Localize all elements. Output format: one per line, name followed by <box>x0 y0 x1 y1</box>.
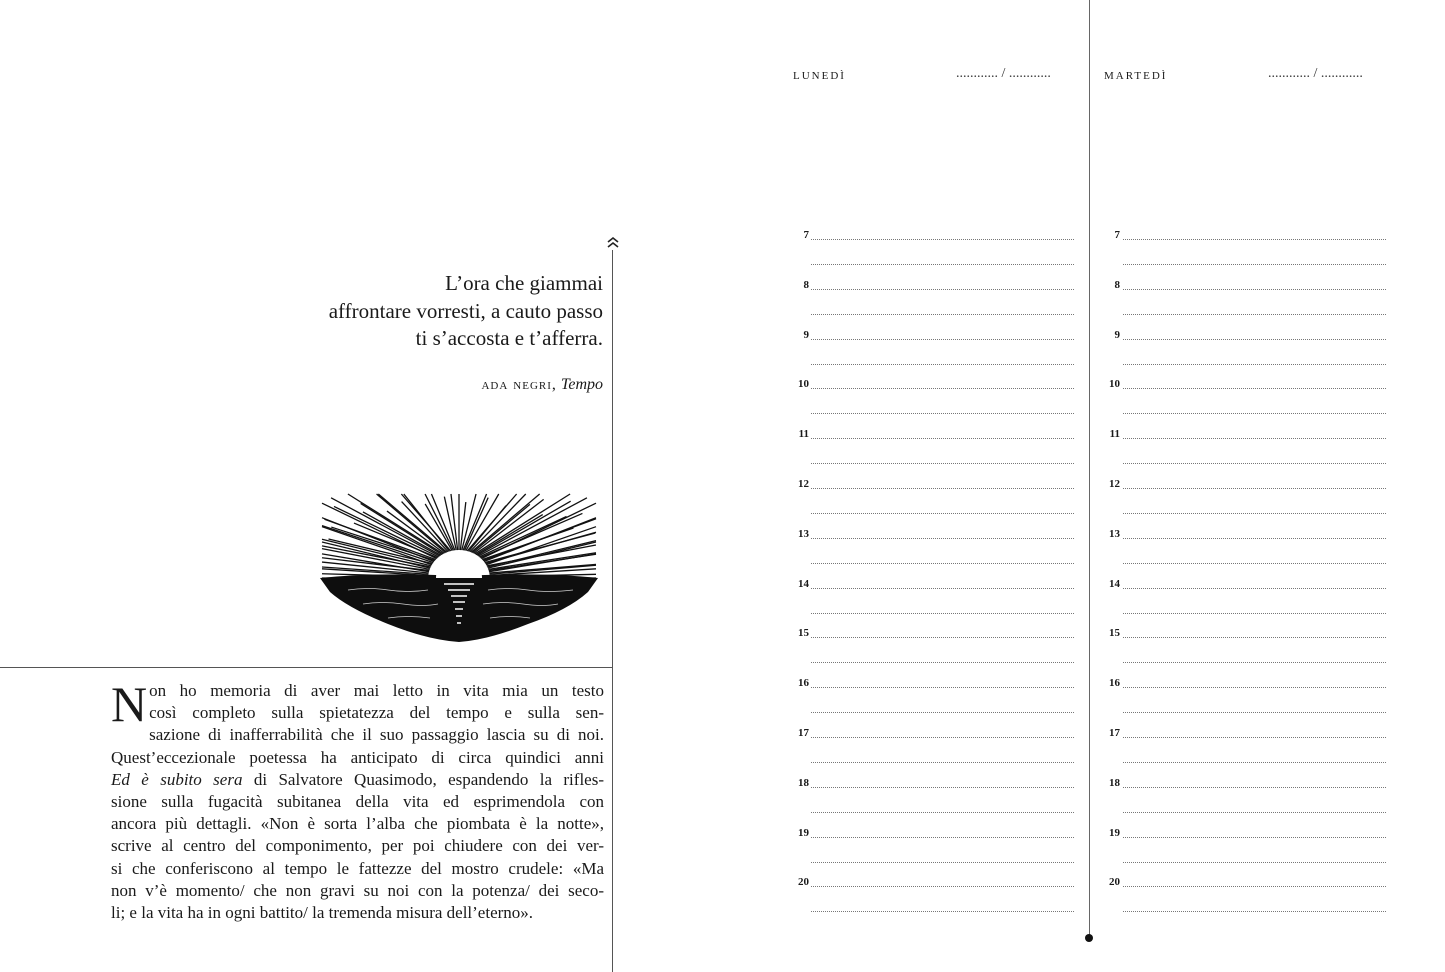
writing-line-monday[interactable] <box>811 911 1074 912</box>
hour-label-monday: 10 <box>798 378 809 391</box>
writing-line-monday[interactable] <box>811 837 1074 838</box>
hour-label-tuesday: 16 <box>1109 677 1120 690</box>
hour-label-monday: 11 <box>798 428 809 441</box>
hour-label-monday: 20 <box>798 876 809 889</box>
writing-line-tuesday[interactable] <box>1123 513 1386 514</box>
writing-line-tuesday[interactable] <box>1123 239 1386 240</box>
hour-label-monday: 13 <box>798 527 809 540</box>
writing-line-monday[interactable] <box>811 314 1074 315</box>
text-line: li; e la vita ha in ogni battito/ la tremenda misura dell’eterno». <box>111 903 534 923</box>
writing-line-tuesday[interactable] <box>1123 712 1386 713</box>
hour-label-tuesday: 20 <box>1109 876 1120 889</box>
writing-line-monday[interactable] <box>811 538 1074 539</box>
writing-line-monday[interactable] <box>811 264 1074 265</box>
writing-line-monday[interactable] <box>811 488 1074 489</box>
writing-line-monday[interactable] <box>811 364 1074 365</box>
writing-line-monday[interactable] <box>811 289 1074 290</box>
text-line: non v’è momento/ che non gravi su noi con la potenza/ dei seco- <box>111 880 604 900</box>
hour-label-monday: 15 <box>798 627 809 640</box>
spine-end-dot <box>1085 934 1093 942</box>
writing-line-tuesday[interactable] <box>1123 314 1386 315</box>
writing-line-tuesday[interactable] <box>1123 637 1386 638</box>
double-chevron-up-icon <box>606 236 620 253</box>
writing-line-tuesday[interactable] <box>1123 488 1386 489</box>
hour-label-monday: 12 <box>798 478 809 490</box>
hour-label-monday: 19 <box>798 826 809 839</box>
writing-line-tuesday[interactable] <box>1123 886 1386 887</box>
day-heading-monday: lunedì <box>793 66 846 83</box>
writing-line-monday[interactable] <box>811 438 1074 439</box>
horizontal-rule-left <box>0 667 613 668</box>
writing-line-monday[interactable] <box>811 613 1074 614</box>
writing-line-monday[interactable] <box>811 812 1074 813</box>
text-line: ancora più dettagli. «Non è sorta l’alba che piombata è la notte», <box>111 814 604 834</box>
writing-line-tuesday[interactable] <box>1123 837 1386 838</box>
page-spine-line <box>1089 0 1090 938</box>
writing-line-monday[interactable] <box>811 662 1074 663</box>
hour-label-tuesday: 7 <box>1114 229 1120 241</box>
day-heading-tuesday: martedì <box>1104 66 1168 83</box>
writing-line-tuesday[interactable] <box>1123 364 1386 365</box>
text-line <box>111 769 604 791</box>
writing-line-tuesday[interactable] <box>1123 463 1386 464</box>
hour-label-tuesday: 8 <box>1114 278 1120 291</box>
sunset-over-sea-illustration <box>318 492 600 652</box>
writing-line-tuesday[interactable] <box>1123 762 1386 763</box>
writing-line-tuesday[interactable] <box>1123 438 1386 439</box>
writing-line-tuesday[interactable] <box>1123 613 1386 614</box>
writing-line-monday[interactable] <box>811 513 1074 514</box>
hour-label-monday: 8 <box>803 278 809 291</box>
writing-line-tuesday[interactable] <box>1123 812 1386 813</box>
date-field-tuesday[interactable]: ............ / ............ <box>1268 66 1363 81</box>
hour-label-tuesday: 11 <box>1109 428 1120 441</box>
writing-line-monday[interactable] <box>811 737 1074 738</box>
text-line: così completo sulla spietatezza del tempo e sulla sen- <box>149 703 604 723</box>
writing-line-tuesday[interactable] <box>1123 687 1386 688</box>
cited-work-title: Ed è subito sera <box>111 769 243 789</box>
writing-line-monday[interactable] <box>811 239 1074 240</box>
quote-attribution <box>481 376 603 394</box>
quote-work-title: Tempo <box>560 376 603 393</box>
vertical-rule-left <box>612 250 613 972</box>
text-line: si che conferiscono al tempo le fattezze del mostro crudele: «Ma <box>111 858 604 878</box>
writing-line-monday[interactable] <box>811 886 1074 887</box>
writing-line-monday[interactable] <box>811 712 1074 713</box>
text-line: on ho memoria di aver mai letto in vita mia un testo <box>149 681 604 700</box>
writing-line-tuesday[interactable] <box>1123 737 1386 738</box>
drop-cap: N <box>111 676 148 732</box>
writing-line-monday[interactable] <box>811 687 1074 688</box>
writing-line-monday[interactable] <box>811 637 1074 638</box>
hour-label-monday: 17 <box>798 727 809 739</box>
writing-line-monday[interactable] <box>811 413 1074 414</box>
writing-line-tuesday[interactable] <box>1123 413 1386 414</box>
writing-line-tuesday[interactable] <box>1123 787 1386 788</box>
hour-label-tuesday: 15 <box>1109 627 1120 640</box>
epigraph-quote <box>263 270 603 353</box>
writing-line-monday[interactable] <box>811 862 1074 863</box>
hour-label-tuesday: 13 <box>1109 527 1120 540</box>
writing-line-monday[interactable] <box>811 463 1074 464</box>
quote-line: L’ora che giammai <box>445 271 603 295</box>
writing-line-tuesday[interactable] <box>1123 588 1386 589</box>
writing-line-monday[interactable] <box>811 388 1074 389</box>
text-line: scrive al centro del componimento, per poi chiudere con dei ver- <box>111 836 604 856</box>
text-line: sazione di inafferrabilità che il suo passaggio lascia su di noi. <box>149 725 604 745</box>
quote-author: ada negri, <box>481 376 557 393</box>
writing-line-tuesday[interactable] <box>1123 911 1386 912</box>
writing-line-tuesday[interactable] <box>1123 662 1386 663</box>
text-line: Quest’eccezionale poetessa ha anticipato di circa quindici anni <box>111 747 604 767</box>
writing-line-tuesday[interactable] <box>1123 563 1386 564</box>
writing-line-monday[interactable] <box>811 762 1074 763</box>
text-fragment: di Salvatore Quasimodo, espandendo la rifles- <box>242 769 604 789</box>
quote-line: affrontare vorresti, a cauto passo <box>328 298 603 323</box>
writing-line-tuesday[interactable] <box>1123 862 1386 863</box>
hour-label-tuesday: 9 <box>1114 328 1120 341</box>
hour-label-tuesday: 18 <box>1109 776 1120 789</box>
hour-label-monday: 16 <box>798 677 809 690</box>
hour-label-tuesday: 19 <box>1109 826 1120 839</box>
writing-line-tuesday[interactable] <box>1123 538 1386 539</box>
quote-line: ti s’accosta e t’afferra. <box>415 326 603 350</box>
hour-label-tuesday: 10 <box>1109 378 1120 391</box>
writing-line-monday[interactable] <box>811 339 1074 340</box>
hour-label-tuesday: 17 <box>1109 727 1120 739</box>
hour-label-monday: 14 <box>798 577 809 590</box>
hour-label-monday: 7 <box>803 229 809 241</box>
hour-label-monday: 18 <box>798 776 809 789</box>
commentary-text <box>111 676 604 924</box>
writing-line-tuesday[interactable] <box>1123 339 1386 340</box>
writing-line-monday[interactable] <box>811 563 1074 564</box>
hour-label-tuesday: 14 <box>1109 577 1120 590</box>
hour-label-monday: 9 <box>803 328 809 341</box>
writing-line-tuesday[interactable] <box>1123 264 1386 265</box>
date-field-monday[interactable]: ............ / ............ <box>956 66 1051 81</box>
writing-line-monday[interactable] <box>811 787 1074 788</box>
text-line: sione sulla fugacità subitanea della vita ed esprimendola con <box>111 792 604 812</box>
writing-line-monday[interactable] <box>811 588 1074 589</box>
writing-line-tuesday[interactable] <box>1123 289 1386 290</box>
writing-line-tuesday[interactable] <box>1123 388 1386 389</box>
hour-label-tuesday: 12 <box>1109 478 1120 490</box>
